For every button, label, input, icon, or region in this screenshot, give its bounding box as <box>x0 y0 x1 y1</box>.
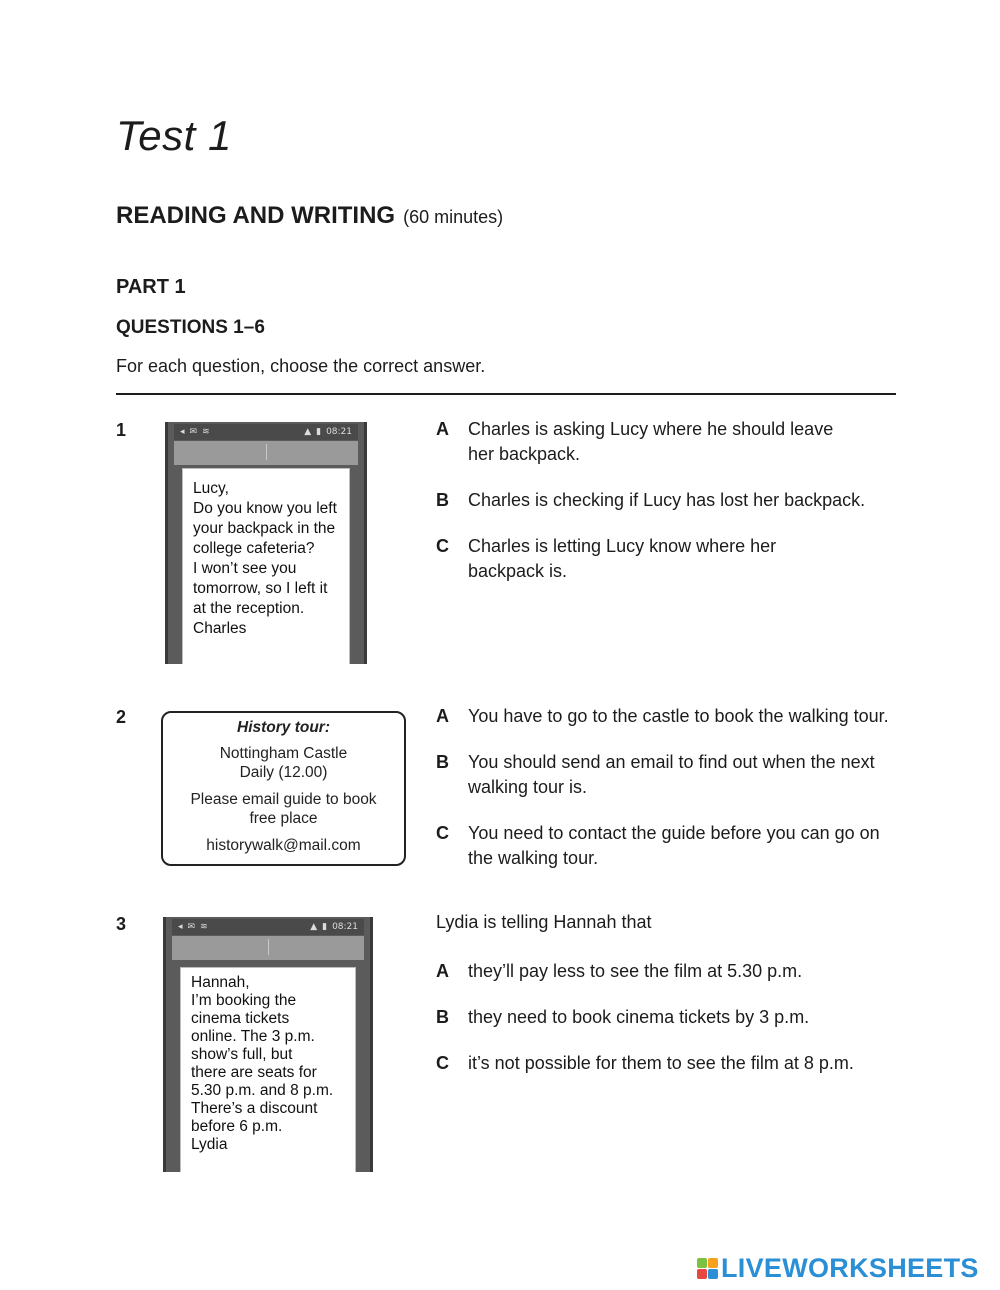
logo-block <box>708 1258 718 1268</box>
notice-line: Daily (12.00) <box>239 764 328 781</box>
option-a[interactable] <box>436 704 900 729</box>
instruction-text: For each question, choose the correct answer. <box>116 356 486 376</box>
status-indicators: ▲ ▮ 08:21 <box>304 427 352 437</box>
message-line: Hannah, <box>191 974 250 991</box>
option-letter: A <box>436 961 449 981</box>
answer-options <box>436 417 900 605</box>
message-line: There’s a discount <box>191 1100 318 1117</box>
answer-options <box>436 959 900 1097</box>
option-letter: B <box>436 1007 449 1027</box>
message-line: at the reception. <box>193 600 305 617</box>
status-time: 08:21 <box>326 427 352 437</box>
question-number: 1 <box>116 420 127 440</box>
status-icons: ◂ ✉ ≋ <box>178 922 208 932</box>
notice-line: Nottingham Castle <box>219 745 348 762</box>
notice-booking <box>163 790 404 828</box>
message-line: tomorrow, so I left it <box>193 580 328 597</box>
notice-line: free place <box>249 810 318 827</box>
option-letter: A <box>436 419 449 439</box>
status-indicators: ▲ ▮ 08:21 <box>310 922 358 932</box>
phone-screen <box>180 967 356 1172</box>
option-letter: B <box>436 490 449 510</box>
option-a[interactable] <box>436 959 900 984</box>
option-b[interactable] <box>436 1005 900 1030</box>
option-b[interactable] <box>436 488 900 513</box>
notice-title: History tour: <box>237 719 330 736</box>
logo-text: LIVEWORKSHEETS <box>721 1253 979 1283</box>
text-message <box>193 479 343 639</box>
message-line: cinema tickets <box>191 1010 290 1027</box>
section-title <box>116 202 503 230</box>
message-line: there are seats for <box>191 1064 317 1081</box>
phone-status-bar <box>172 919 364 935</box>
section-title-text: READING AND WRITING <box>116 202 396 229</box>
message-line: I’m booking the <box>191 992 297 1009</box>
option-text: it’s not possible for them to see the film at 8 p.m. <box>468 1053 854 1073</box>
message-line: before 6 p.m. <box>191 1118 283 1135</box>
message-line: your backpack in the <box>193 520 336 537</box>
phone-screen <box>182 468 350 664</box>
message-line: college cafeteria? <box>193 540 315 557</box>
logo-block <box>697 1258 707 1268</box>
question-number: 2 <box>116 707 127 727</box>
phone-header-bar <box>172 936 364 960</box>
logo-block <box>708 1269 718 1279</box>
tour-notice <box>161 711 406 866</box>
phone-status-bar <box>174 424 358 440</box>
question-stem: Lydia is telling Hannah that <box>436 912 652 932</box>
option-text: they’ll pay less to see the film at 5.30 p.m. <box>468 961 803 981</box>
option-c[interactable] <box>436 534 900 584</box>
option-letter: C <box>436 536 449 556</box>
option-letter: B <box>436 752 449 772</box>
notice-details <box>163 744 404 782</box>
option-text: Charles is asking Lucy where he should leave her backpack. <box>468 419 834 464</box>
option-text: You have to go to the castle to book the walking tour. <box>468 706 889 726</box>
notice-line: Please email guide to book <box>190 791 377 808</box>
option-text: You need to contact the guide before you can go on the walking tour. <box>468 823 880 868</box>
option-letter: C <box>436 1053 449 1073</box>
part-title: PART 1 <box>116 276 186 298</box>
message-line: Charles <box>193 620 247 637</box>
text-message <box>191 974 349 1154</box>
option-c[interactable] <box>436 1051 900 1076</box>
message-line: online. The 3 p.m. <box>191 1028 315 1045</box>
logo-block <box>697 1269 707 1279</box>
divider <box>116 393 896 395</box>
option-text: Charles is letting Lucy know where her backpack is. <box>468 536 777 581</box>
phone-header-bar <box>174 441 358 465</box>
option-b[interactable] <box>436 750 900 800</box>
questions-range: QUESTIONS 1–6 <box>116 317 265 338</box>
message-line: I won’t see you <box>193 560 297 577</box>
phone-message-image <box>163 917 373 1172</box>
option-text: they need to book cinema tickets by 3 p.m. <box>468 1007 810 1027</box>
notice-email: historywalk@mail.com <box>206 837 361 854</box>
message-line: Do you know you left <box>193 500 337 517</box>
message-line: Lucy, <box>193 480 229 497</box>
answer-options <box>436 704 900 892</box>
status-icons: ◂ ✉ ≋ <box>180 427 210 437</box>
option-a[interactable] <box>436 417 900 467</box>
status-time: 08:21 <box>332 922 358 932</box>
test-title: Test 1 <box>116 112 232 159</box>
section-duration: (60 minutes) <box>403 207 504 227</box>
message-line: Lydia <box>191 1136 228 1153</box>
message-line: show’s full, but <box>191 1046 293 1063</box>
message-line: 5.30 p.m. and 8 p.m. <box>191 1082 334 1099</box>
question-number: 3 <box>116 914 127 934</box>
logo-blocks-icon <box>697 1258 718 1279</box>
option-text: Charles is checking if Lucy has lost her backpack. <box>468 490 866 510</box>
option-letter: A <box>436 706 449 726</box>
option-c[interactable] <box>436 821 900 871</box>
option-letter: C <box>436 823 449 843</box>
option-text: You should send an email to find out when the next walking tour is. <box>468 752 875 797</box>
phone-message-image <box>165 422 367 664</box>
liveworksheets-logo <box>697 1253 979 1284</box>
